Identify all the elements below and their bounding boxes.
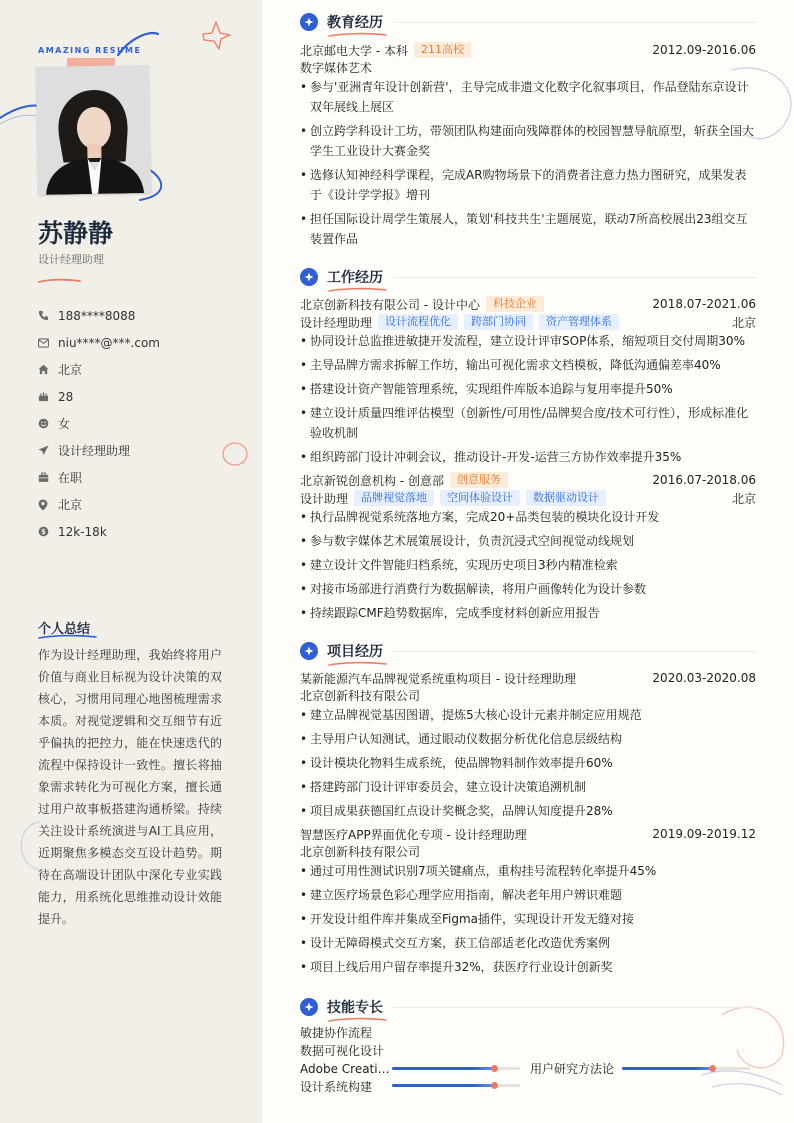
list-item: • 建立医疗场景色彩心理学应用指南，解决老年用户辨识难题 [300,885,756,905]
project-name: 某新能源汽车品牌视觉系统重构项目 - 设计经理助理 [300,671,576,686]
education-title: 教育经历 [327,15,383,31]
contact-salary [38,518,160,545]
contact-email-value: niu****@***.com [58,335,160,350]
list-item: • 主导用户认知测试，通过眼动仪数据分析优化信息层级结构 [300,729,756,749]
list-item: • 主导品牌方需求拆解工作坊，输出可视化需求文档模板，降低沟通偏差率40% [300,355,756,375]
contact-email [38,329,160,356]
project-company: 北京创新科技有限公司 [300,689,421,703]
list-item: • 担任国际设计周学生策展人，策划'科技共生'主题展览，联动7所高校展出23组交互装置作品 [300,209,756,249]
contact-position [38,437,160,464]
skill-bar-fill [622,1067,712,1070]
list-item: • 建立设计质量四维评估模型（创新性/可用性/品牌契合度/技术可行性），形成标准化验收机制 [300,403,756,443]
main-content [262,0,794,1123]
education-date: 2012.09-2016.06 [652,43,756,57]
education-major: 数字媒体艺术 [300,61,373,75]
summary-text: 作为设计经理助理，我始终将用户价值与商业目标视为设计决策的双核心，习惯用同理心地图梳理需求本质。对视觉逻辑和交互细节有近乎偏执的把控力，能在快速迭代的流程中保持设计一致性。擅长将抽象需求转化为可视化方案，擅长通过用户故事板搭建沟通桥梁。持续关注设计系统演进与AI工具应用，近期聚焦多模态交互设计趋势。期待在高端设计团队中深化专业实践能力，用系统化思维推动设计效能提升。 [38,648,222,926]
contact-status-value: 在职 [58,471,83,485]
home-icon [38,364,58,375]
skill-bar-fill [392,1067,494,1070]
job-bullets [300,507,756,623]
project-company: 北京创新科技有限公司 [300,845,421,859]
cake-icon [38,391,58,402]
skill-bar [622,1067,750,1070]
list-item: • 对接市场部进行消费行为数据解读，将用户画像转化为设计参数 [300,579,756,599]
contact-phone-value: 188****8088 [58,308,136,323]
contact-age [38,383,160,410]
mail-icon [38,338,58,348]
contact-home [38,356,160,383]
decorative-circle [215,438,255,470]
list-item: • 持续跟踪CMF趋势数据库，完成季度材料创新应用报告 [300,603,756,623]
contact-age-value: 28 [58,389,74,404]
skill-bar [392,1084,520,1087]
project-bullets [300,705,756,821]
contact-home-value: 北京 [58,363,83,377]
send-icon [38,445,58,456]
contact-status [38,464,160,491]
section-divider [393,22,756,23]
list-item: • 选修认知神经科学课程，完成AR购物场景下的消费者注意力热力图研究，成果发表于《设计学学报》增刊 [300,165,756,205]
list-item: • 执行品牌视觉系统落地方案，完成20+品类包装的模块化设计开发 [300,507,756,527]
education-bullets [300,77,756,249]
contact-location-value: 北京 [58,498,83,512]
job-bullets [300,331,756,467]
project-date: 2020.03-2020.08 [652,671,756,685]
title-underline [328,32,388,38]
sparkle-icon [300,13,318,31]
skill-name: 用户研究方法论 [530,1062,615,1076]
smile-icon [38,418,58,429]
job-tag: 创意服务 [450,472,508,488]
projects-title: 项目经历 [327,644,383,660]
list-item: • 设计模块化物料生成系统，使品牌物料制作效率提升60% [300,753,756,773]
skill-bar [392,1067,520,1070]
school-name: 北京邮电大学 - 本科 [300,43,408,58]
contact-list [38,302,160,545]
job-tag: 科技企业 [486,296,544,312]
list-item: • 建立品牌视觉基因图谱，提炼5大核心设计元素并制定应用规范 [300,705,756,725]
title-underline [328,287,388,293]
name-underline [38,278,82,284]
job-city: 北京 [731,315,756,330]
skill-name: Adobe Creati… [300,1062,390,1076]
job-role-row [300,489,756,507]
job-role-row [300,313,756,331]
list-item: • 搭建跨部门设计评审委员会，建立设计决策追溯机制 [300,777,756,797]
skill-tag: 数据驱动设计 [526,490,606,506]
job-entry [300,295,756,467]
candidate-name: 苏静静 [38,219,114,248]
list-item: • 协同设计总监推进敏捷开发流程，建立设计评审SOP体系，缩短项目交付周期30% [300,331,756,351]
school-tag: 211高校 [414,42,471,58]
job-entry [300,471,756,623]
skills-section [300,996,756,1018]
skill-bar-dot [709,1065,716,1072]
list-item: • 建立设计文件智能归档系统，实现历史项目3秒内精准检索 [300,555,756,575]
project-date: 2019.09-2019.12 [652,827,756,841]
contact-gender [38,410,160,437]
project-entry [300,825,756,977]
skill-name: 设计系统构建 [300,1080,373,1094]
job-company: 北京创新科技有限公司 - 设计中心 [300,297,480,312]
projects-header [300,640,756,662]
job-header [300,295,756,313]
phone-icon [38,310,58,321]
list-item: • 搭建设计资产智能管理系统，实现组件库版本追踪与复用率提升50% [300,379,756,399]
list-item: • 参与数字媒体艺术展策展设计，负责沉浸式空间视觉动线规划 [300,531,756,551]
skills-title: 技能专长 [327,1000,383,1016]
project-header [300,825,756,843]
contact-position-value: 设计经理助理 [58,444,131,458]
list-item: • 创立跨学科设计工坊，带领团队构建面向残障群体的校园智慧导航原型，斩获全国大学生工业设计大赛金奖 [300,121,756,161]
section-divider [393,277,756,278]
banner-text: AMAZING RESUME [38,46,142,55]
contact-gender-value: 女 [58,417,71,431]
job-company: 北京新锐创意机构 - 创意部 [300,473,444,488]
list-item: • 开发设计组件库并集成至Figma插件，实现设计开发无缝对接 [300,909,756,929]
salary-icon [38,526,58,537]
svg-text:$: $ [41,527,46,536]
projects-section [300,640,756,981]
job-header [300,471,756,489]
list-item: • 项目成果获德国红点设计奖概念奖，品牌认知度提升28% [300,801,756,821]
skill-name: 敏捷协作流程 [300,1026,373,1040]
contact-salary-value: 12k-18k [58,524,107,539]
skill-tag: 跨部门协同 [464,314,533,330]
education-header [300,11,756,33]
summary-heading: 个人总结 [38,622,91,637]
skill-tag: 设计流程优化 [378,314,458,330]
contact-phone [38,302,160,329]
list-item: • 设计无障碍模式交互方案，获工信部适老化改造优秀案例 [300,933,756,953]
list-item: • 参与'亚洲青年设计创新营'，主导完成非遗文化数字化叙事项目，作品登陆东京设计双年展线上展区 [300,77,756,117]
skill-bar-dot [491,1082,498,1089]
sparkle-icon [300,642,318,660]
job-date: 2016.07-2018.06 [652,473,756,487]
work-header [300,266,756,288]
project-entry [300,669,756,821]
job-city: 北京 [731,491,756,506]
skill-tag: 空间体验设计 [440,490,520,506]
sparkle-icon [300,268,318,286]
job-role: 设计助理 [300,491,349,506]
section-divider [393,1007,756,1008]
profile-photo [36,65,151,195]
skill-bar-dot [491,1065,498,1072]
sidebar [0,0,262,1123]
section-divider [393,651,756,652]
summary-underline [38,634,98,640]
skills-header [300,996,756,1018]
sparkle-icon [300,998,318,1016]
contact-location [38,491,160,518]
skill-bar-fill [392,1084,494,1087]
education-section [300,11,756,253]
work-section [300,266,756,627]
title-underline [328,661,388,667]
education-row [300,41,756,59]
job-date: 2018.07-2021.06 [652,297,756,311]
project-name: 智慧医疗APP界面优化专项 - 设计经理助理 [300,827,527,842]
skill-tag: 资产管理体系 [539,314,619,330]
list-item: • 项目上线后用户留存率提升32%，获医疗行业设计创新奖 [300,957,756,977]
list-item: • 通过可用性测试识别7项关键痛点，重构挂号流程转化率提升45% [300,861,756,881]
project-header [300,669,756,687]
skill-tag: 品牌视觉落地 [354,490,434,506]
location-pin-icon [38,499,58,511]
skill-name: 数据可视化设计 [300,1044,385,1058]
list-item: • 组织跨部门设计冲刺会议，推动设计-开发-运营三方协作效率提升35% [300,447,756,467]
job-role: 设计经理助理 [300,315,373,330]
briefcase-icon [38,472,58,483]
work-title: 工作经历 [327,270,383,286]
title-underline [328,1017,388,1023]
project-bullets [300,861,756,977]
candidate-title: 设计经理助理 [38,253,104,266]
